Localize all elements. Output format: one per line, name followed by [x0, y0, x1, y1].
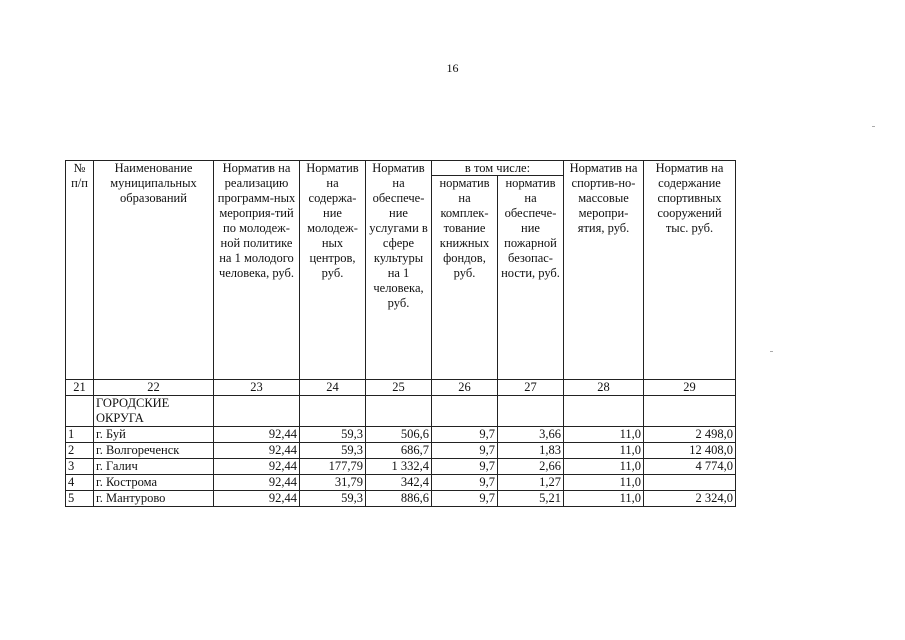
- table-row: [66, 475, 736, 491]
- cell-youth-programs: 92,44: [214, 459, 300, 475]
- cell-sports-facilities: 2 324,0: [644, 491, 736, 507]
- scan-speck: [872, 126, 875, 127]
- cell-book-funds: 9,7: [432, 491, 498, 507]
- column-number-row: [66, 380, 736, 396]
- cell-youth-programs: 92,44: [214, 443, 300, 459]
- cell-youth-programs: 92,44: [214, 427, 300, 443]
- cell-culture-services: 342,4: [366, 475, 432, 491]
- municipality-name: г. Галич: [94, 459, 214, 475]
- section-empty-cell: [432, 396, 498, 427]
- column-number: 28: [564, 380, 644, 396]
- cell-culture-services: 506,6: [366, 427, 432, 443]
- row-number: 2: [66, 443, 94, 459]
- cell-youth-centers: 177,79: [300, 459, 366, 475]
- row-number: 5: [66, 491, 94, 507]
- cell-sports-events: 11,0: [564, 443, 644, 459]
- section-empty-cell: [300, 396, 366, 427]
- section-empty-cell: [498, 396, 564, 427]
- section-empty-cell: [214, 396, 300, 427]
- column-number: 21: [66, 380, 94, 396]
- header-name: Наименование муниципальных образований: [94, 161, 214, 380]
- column-number: 23: [214, 380, 300, 396]
- table-row: [66, 427, 736, 443]
- header-sports-events: Норматив на спортив-но-массовые меропри-ятия, руб.: [564, 161, 644, 380]
- cell-fire-safety: 1,27: [498, 475, 564, 491]
- cell-culture-services: 686,7: [366, 443, 432, 459]
- cell-sports-events: 11,0: [564, 475, 644, 491]
- cell-youth-centers: 59,3: [300, 491, 366, 507]
- cell-sports-events: 11,0: [564, 427, 644, 443]
- cell-fire-safety: 5,21: [498, 491, 564, 507]
- table-row: [66, 443, 736, 459]
- section-row: [66, 396, 736, 427]
- table-row: [66, 491, 736, 507]
- cell-culture-services: 886,6: [366, 491, 432, 507]
- section-empty-cell: [66, 396, 94, 427]
- header-fire-safety: норматив на обеспече-ние пожарной безопас-ности, руб.: [498, 176, 564, 380]
- page-number: 16: [446, 61, 459, 75]
- municipality-name: г. Буй: [94, 427, 214, 443]
- cell-sports-facilities: [644, 475, 736, 491]
- header-group-including: в том числе:: [432, 161, 564, 176]
- cell-sports-facilities: 4 774,0: [644, 459, 736, 475]
- column-number: 29: [644, 380, 736, 396]
- cell-book-funds: 9,7: [432, 459, 498, 475]
- cell-youth-programs: 92,44: [214, 475, 300, 491]
- column-number: 22: [94, 380, 214, 396]
- row-number: 1: [66, 427, 94, 443]
- header-num: № п/п: [66, 161, 94, 380]
- header-sports-facilities: Норматив на содержание спортивных сооружений тыс. руб.: [644, 161, 736, 380]
- municipality-name: г. Кострома: [94, 475, 214, 491]
- header-book-funds: норматив на комплек-тование книжных фондов, руб.: [432, 176, 498, 380]
- cell-sports-facilities: 2 498,0: [644, 427, 736, 443]
- norms-table: [65, 160, 736, 507]
- scan-speck: [770, 351, 773, 352]
- cell-book-funds: 9,7: [432, 443, 498, 459]
- municipality-name: г. Мантурово: [94, 491, 214, 507]
- section-empty-cell: [644, 396, 736, 427]
- column-number: 26: [432, 380, 498, 396]
- cell-fire-safety: 3,66: [498, 427, 564, 443]
- cell-fire-safety: 2,66: [498, 459, 564, 475]
- cell-youth-programs: 92,44: [214, 491, 300, 507]
- cell-book-funds: 9,7: [432, 475, 498, 491]
- cell-book-funds: 9,7: [432, 427, 498, 443]
- cell-youth-centers: 31,79: [300, 475, 366, 491]
- header-youth-centers: Норматив на содержа-ние молодеж-ных центров, руб.: [300, 161, 366, 380]
- row-number: 3: [66, 459, 94, 475]
- cell-fire-safety: 1,83: [498, 443, 564, 459]
- column-number: 27: [498, 380, 564, 396]
- cell-youth-centers: 59,3: [300, 427, 366, 443]
- section-empty-cell: [564, 396, 644, 427]
- municipality-name: г. Волгореченск: [94, 443, 214, 459]
- column-number: 25: [366, 380, 432, 396]
- cell-culture-services: 1 332,4: [366, 459, 432, 475]
- cell-sports-events: 11,0: [564, 459, 644, 475]
- column-number: 24: [300, 380, 366, 396]
- section-title: ГОРОДСКИЕ ОКРУГА: [94, 396, 214, 427]
- cell-sports-events: 11,0: [564, 491, 644, 507]
- cell-sports-facilities: 12 408,0: [644, 443, 736, 459]
- section-empty-cell: [366, 396, 432, 427]
- cell-youth-centers: 59,3: [300, 443, 366, 459]
- header-youth-programs: Норматив на реализацию программ-ных мероприя-тий по молодеж-ной политике на 1 молодого человека, руб.: [214, 161, 300, 380]
- row-number: 4: [66, 475, 94, 491]
- table-row: [66, 459, 736, 475]
- header-culture-services: Норматив на обеспече-ние услугами в сфере культуры на 1 человека, руб.: [366, 161, 432, 380]
